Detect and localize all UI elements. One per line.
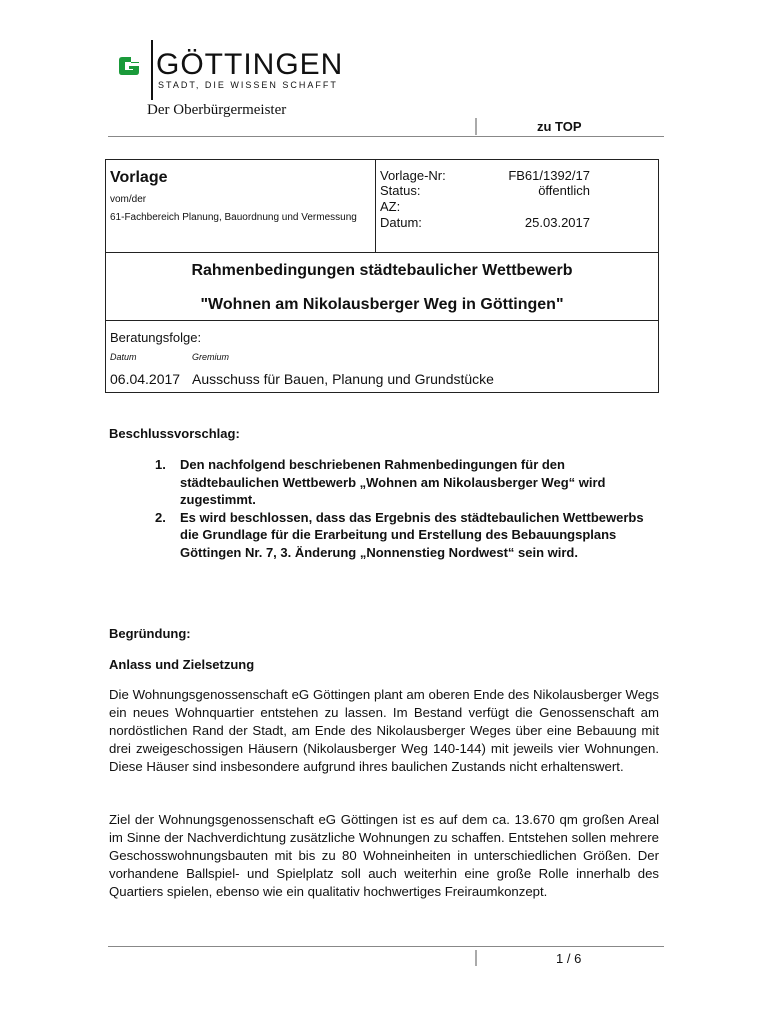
vorlage-title: Vorlage bbox=[110, 169, 168, 186]
meta-label: Vorlage-Nr: bbox=[380, 168, 446, 183]
table-row-divider bbox=[106, 320, 658, 321]
footer-rule bbox=[108, 946, 664, 947]
top-rule bbox=[108, 136, 664, 137]
meta-label: Status: bbox=[380, 183, 421, 198]
meta-value: 25.03.2017 bbox=[524, 215, 590, 230]
column-head-datum: Datum bbox=[110, 352, 137, 362]
page-number: 1 / 6 bbox=[556, 951, 582, 966]
list-item-number: 1. bbox=[155, 457, 166, 472]
city-logo-g-icon bbox=[118, 55, 140, 77]
vom-der-label: vom/der bbox=[110, 194, 147, 205]
meta-label: Datum: bbox=[380, 215, 422, 230]
begruendung-heading: Begründung: bbox=[109, 626, 191, 641]
meta-label: AZ: bbox=[380, 199, 401, 214]
logo-city-name: GÖTTINGEN bbox=[156, 48, 344, 81]
zu-top-label: zu TOP bbox=[537, 119, 582, 134]
meta-value: öffentlich bbox=[538, 183, 590, 198]
meta-value: FB61/1392/17 bbox=[508, 168, 590, 183]
table-row-divider bbox=[106, 252, 658, 253]
footer-tick bbox=[475, 950, 477, 966]
list-item bbox=[155, 509, 665, 562]
vorlage-header-table bbox=[105, 159, 659, 393]
list-item-number: 2. bbox=[155, 509, 166, 525]
top-tick bbox=[475, 118, 477, 135]
subject-line-1: Rahmenbedingungen städtebaulicher Wettbewerb bbox=[191, 262, 573, 279]
beschluss-heading: Beschlussvorschlag: bbox=[109, 426, 240, 441]
beschluss-list bbox=[155, 456, 665, 561]
department-label: 61-Fachbereich Planung, Bauordnung und Vermessung bbox=[110, 212, 357, 223]
paragraph-ziel: Ziel der Wohnungsgenossenschaft eG Göttingen ist es auf dem ca. 13.670 qm großen Areal im Sinne der Nachverdichtung zusätzliche Wohnungen zu schaffen. Entstehen sollen mehrere Geschosswohnungsbauten mit bis zu 80 Wohneinheiten in unterschiedlichen Größen. Der vorhandene Ballspiel- und Spielplatz soll auch weiterhin eine große Rolle innerhalb des Quartiers spielen, ebenso wie ein qualitativ hochwertiges Freiraumkonzept. bbox=[109, 812, 659, 899]
subject-line-2: "Wohnen am Nikolausberger Weg in Göttingen" bbox=[200, 296, 564, 313]
logo-divider bbox=[151, 40, 153, 100]
mayor-label: Der Oberbürgermeister bbox=[147, 102, 287, 118]
paragraph-anlass: Die Wohnungsgenossenschaft eG Göttingen plant am oberen Ende des Nikolausberger Wegs ein neues Wohnquartier entstehen zu lassen. Im Bestand verfügt die Genossenschaft am nordöstlichen Rand der Stadt, am Ende des Nikolausberger Weges über eine Bebauung mit drei zweigeschossigen Häusern (Nikolausberger Weg 140-144) mit jeweils vier Wohnungen. Diese Häuser sind insbesondere aufgrund ihres baulichen Zustands nicht erhaltenswert. bbox=[109, 687, 659, 774]
column-head-gremium: Gremium bbox=[192, 352, 230, 362]
table-column-divider bbox=[375, 160, 376, 252]
list-item-text: Den nachfolgend beschriebenen Rahmenbedingungen für den städtebaulichen Wettbewerb „Wohnen am Nikolausberger Weg“ wird zugestimmt. bbox=[180, 457, 606, 507]
anlass-heading: Anlass und Zielsetzung bbox=[109, 657, 255, 672]
list-item bbox=[155, 456, 665, 509]
list-item-text: Es wird beschlossen, dass das Ergebnis des städtebaulichen Wettbewerbs die Grundlage für die Erarbeitung und Erstellung des Bebauungsplans Göttingen Nr. 7, 3. Änderung „Nonnenstieg Nordwest“ sein wird. bbox=[180, 509, 644, 560]
beratungsfolge-label: Beratungsfolge: bbox=[110, 330, 202, 345]
session-committee: Ausschuss für Bauen, Planung und Grundstücke bbox=[192, 371, 494, 387]
session-date: 06.04.2017 bbox=[110, 371, 181, 387]
logo-slogan: STADT, DIE WISSEN SCHAFFT bbox=[158, 80, 338, 90]
